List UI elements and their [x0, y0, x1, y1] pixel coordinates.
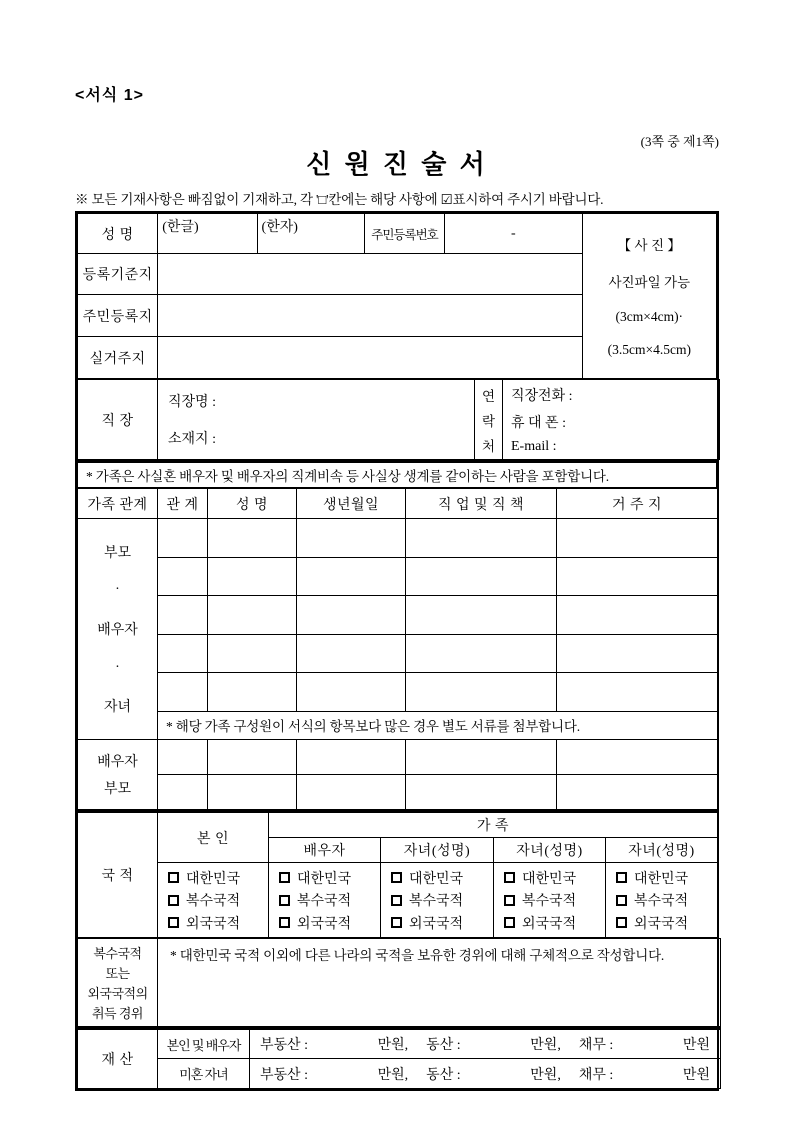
- nationality-child1-options: 대한민국 복수국적 외국국적: [381, 863, 494, 938]
- name-header: 성 명: [208, 489, 297, 519]
- family-cell-input[interactable]: [297, 634, 406, 673]
- checkbox-unchecked-icon[interactable]: [391, 895, 402, 906]
- family-cell-input[interactable]: [208, 519, 297, 558]
- family-cell-input[interactable]: [297, 519, 406, 558]
- movable-label: 동산 :: [426, 1038, 461, 1053]
- residence-header: 거 주 지: [557, 489, 718, 519]
- family-cell-input[interactable]: [557, 557, 718, 596]
- family-cell-input[interactable]: [158, 740, 208, 775]
- nationality-child2-options: 대한민국 복수국적 외국국적: [494, 863, 606, 938]
- page-indicator: (3쪽 중 제1쪽): [640, 134, 719, 149]
- assets-table: [77, 1027, 721, 1089]
- checkbox-unchecked-icon[interactable]: [279, 895, 290, 906]
- family-cell-input[interactable]: [406, 673, 557, 712]
- family-note-table: [77, 460, 717, 488]
- spouse-header: 배우자: [269, 838, 381, 863]
- resident-registration-label: 주민등록지: [78, 295, 158, 337]
- photo-title: 【 사 진 】: [617, 238, 681, 254]
- resident-registration-input[interactable]: [158, 295, 582, 337]
- photo-line3: (3cm×4cm)·: [615, 308, 684, 324]
- workplace-label: 직 장: [78, 380, 158, 460]
- family-cell-input[interactable]: [557, 740, 718, 775]
- family-cell-input[interactable]: [297, 557, 406, 596]
- family-attach-note: * 해당 가족 구성원이 서식의 항목보다 많은 경우 별도 서류를 첨부합니다.: [158, 711, 718, 739]
- family-cell-input[interactable]: [557, 634, 718, 673]
- form-table: [75, 211, 719, 1091]
- family-cell-input[interactable]: [406, 775, 557, 810]
- family-cell-input[interactable]: [297, 596, 406, 635]
- family-row: [78, 740, 718, 775]
- photo-line2: 사진파일 가능: [608, 275, 691, 291]
- actual-residence-label: 실거주지: [78, 337, 158, 379]
- realty-label: 부동산 :: [260, 1038, 308, 1053]
- family-cell-input[interactable]: [208, 557, 297, 596]
- page-title: 신 원 진 술 서: [306, 149, 488, 179]
- work-phone-label: 직장전화 :: [511, 388, 573, 404]
- family-row: [78, 519, 718, 558]
- assets-row2-who: 미혼 자녀: [158, 1059, 250, 1089]
- rrn-label: 주민등록번호: [364, 214, 444, 254]
- family-row: [78, 634, 718, 673]
- checkbox-unchecked-icon[interactable]: [168, 917, 179, 928]
- movable-label: 동산 :: [426, 1067, 461, 1083]
- assets-row2-input[interactable]: 부동산 : 만원, 동산 : 만원, 채무 : 만원: [250, 1059, 721, 1089]
- family-cell-input[interactable]: [406, 634, 557, 673]
- family-cell-input[interactable]: [208, 673, 297, 712]
- family-cell-input[interactable]: [208, 596, 297, 635]
- checkbox-unchecked-icon[interactable]: [616, 917, 627, 928]
- family-cell-input[interactable]: [158, 634, 208, 673]
- checkbox-unchecked-icon[interactable]: [279, 917, 290, 928]
- name-hanja-input[interactable]: [257, 214, 364, 254]
- nationality-table: [77, 810, 718, 938]
- nationality-label: 국 적: [78, 812, 158, 938]
- family-cell-input[interactable]: [297, 673, 406, 712]
- occupation-header: 직 업 및 직 책: [406, 489, 557, 519]
- registered-domicile-label: 등록기준지: [78, 254, 158, 295]
- family-cell-input[interactable]: [557, 519, 718, 558]
- checkbox-unchecked-icon[interactable]: [391, 917, 402, 928]
- family-include-note: * 가족은 사실혼 배우자 및 배우자의 직계비속 등 사실상 생계를 같이하는 사람을 포함합니다.: [78, 462, 717, 488]
- checkbox-unchecked-icon[interactable]: [504, 917, 515, 928]
- birthdate-header: 생년월일: [297, 489, 406, 519]
- acquisition-input[interactable]: [158, 939, 721, 1027]
- family-row: [78, 673, 718, 712]
- name-label: 성 명: [78, 214, 158, 254]
- family-cell-input[interactable]: [158, 557, 208, 596]
- checkbox-unchecked-icon[interactable]: [279, 872, 290, 883]
- checkbox-unchecked-icon[interactable]: [616, 895, 627, 906]
- checkbox-unchecked-icon[interactable]: [504, 895, 515, 906]
- company-location-label: 소재지 :: [168, 432, 216, 447]
- email-label: E-mail :: [511, 438, 557, 454]
- assets-row1-who: 본인 및 배우자: [158, 1029, 250, 1059]
- family-cell-input[interactable]: [557, 596, 718, 635]
- family-cell-input[interactable]: [406, 740, 557, 775]
- family-cell-input[interactable]: [297, 775, 406, 810]
- checkbox-unchecked-icon[interactable]: [616, 872, 627, 883]
- mobile-phone-label: 휴 대 폰 :: [511, 415, 566, 431]
- acquisition-note: * 대한민국 국적 이외에 다른 나라의 국적을 보유한 경위에 대해 구체적으로 작성합니다.: [170, 948, 665, 963]
- family-cell-input[interactable]: [158, 596, 208, 635]
- company-name-label: 직장명 :: [168, 395, 216, 410]
- child-header: 자녀(성명): [381, 838, 494, 863]
- family-cell-input[interactable]: [406, 519, 557, 558]
- fill-instruction: ※ 모든 기재사항은 빠짐없이 기재하고, 각 '□'칸에는 해당 사항에 ☑표시하여 주시기 바랍니다.: [75, 192, 604, 207]
- checkbox-unchecked-icon[interactable]: [168, 872, 179, 883]
- rrn-input[interactable]: -: [445, 214, 582, 254]
- acquisition-table: [77, 938, 721, 1027]
- hangul-label: (한글): [162, 220, 199, 235]
- acquisition-label: 복수국적 또는 외국국적의 취득 경위: [78, 939, 158, 1027]
- family-cell-input[interactable]: [208, 775, 297, 810]
- family-cell-input[interactable]: [208, 634, 297, 673]
- family-row: [78, 596, 718, 635]
- hanja-label: (한자): [261, 220, 298, 235]
- registered-domicile-input[interactable]: [158, 254, 582, 295]
- relation-header: 관 계: [158, 489, 208, 519]
- form-tag: <서식 1>: [75, 87, 144, 104]
- realty-label: 부동산 :: [260, 1067, 308, 1083]
- actual-residence-input[interactable]: [158, 337, 582, 379]
- checkbox-unchecked-icon[interactable]: [504, 872, 515, 883]
- workplace-input[interactable]: [158, 380, 475, 460]
- personal-info-table: [77, 213, 717, 379]
- family-cell-input[interactable]: [297, 740, 406, 775]
- child-header: 자녀(성명): [606, 838, 718, 863]
- child-header: 자녀(성명): [494, 838, 606, 863]
- checkbox-unchecked-icon[interactable]: [391, 872, 402, 883]
- workplace-table: [77, 379, 720, 460]
- family-cell-input[interactable]: [406, 557, 557, 596]
- nationality-spouse-options: 대한민국 복수국적 외국국적: [269, 863, 381, 938]
- assets-label: 재 산: [78, 1029, 158, 1089]
- self-header: 본 인: [158, 812, 269, 863]
- family-row: [78, 775, 718, 810]
- family-cell-input[interactable]: [158, 673, 208, 712]
- family-cell-input[interactable]: [208, 740, 297, 775]
- family-row: [78, 557, 718, 596]
- checkbox-unchecked-icon[interactable]: [168, 895, 179, 906]
- family-header: 가 족: [269, 812, 718, 838]
- debt-label: 채무 :: [578, 1067, 614, 1083]
- family-cell-input[interactable]: [158, 519, 208, 558]
- assets-row1-input[interactable]: 부동산 : 만원, 동산 : 만원, 채무 : 만원: [250, 1029, 721, 1059]
- family-cell-input[interactable]: [406, 596, 557, 635]
- photo-line4: (3.5cm×4.5cm): [607, 341, 691, 357]
- family-group1-label: 부모 · 배우자 · 자녀: [78, 519, 158, 740]
- family-group2-label: 배우자 부모: [78, 740, 158, 810]
- family-table: [77, 488, 718, 810]
- photo-box[interactable]: [582, 214, 716, 379]
- contact-label: 연 락 처: [475, 380, 503, 460]
- family-cell-input[interactable]: [557, 775, 718, 810]
- debt-label: 채무 :: [578, 1038, 614, 1053]
- family-relation-header: 가족 관계: [78, 489, 158, 519]
- family-cell-input[interactable]: [557, 673, 718, 712]
- family-cell-input[interactable]: [158, 775, 208, 810]
- nationality-self-options: 대한민국 복수국적 외국국적: [158, 863, 269, 938]
- nationality-child3-options: 대한민국 복수국적 외국국적: [606, 863, 718, 938]
- name-hangul-input[interactable]: [158, 214, 257, 254]
- contact-input[interactable]: [503, 380, 720, 460]
